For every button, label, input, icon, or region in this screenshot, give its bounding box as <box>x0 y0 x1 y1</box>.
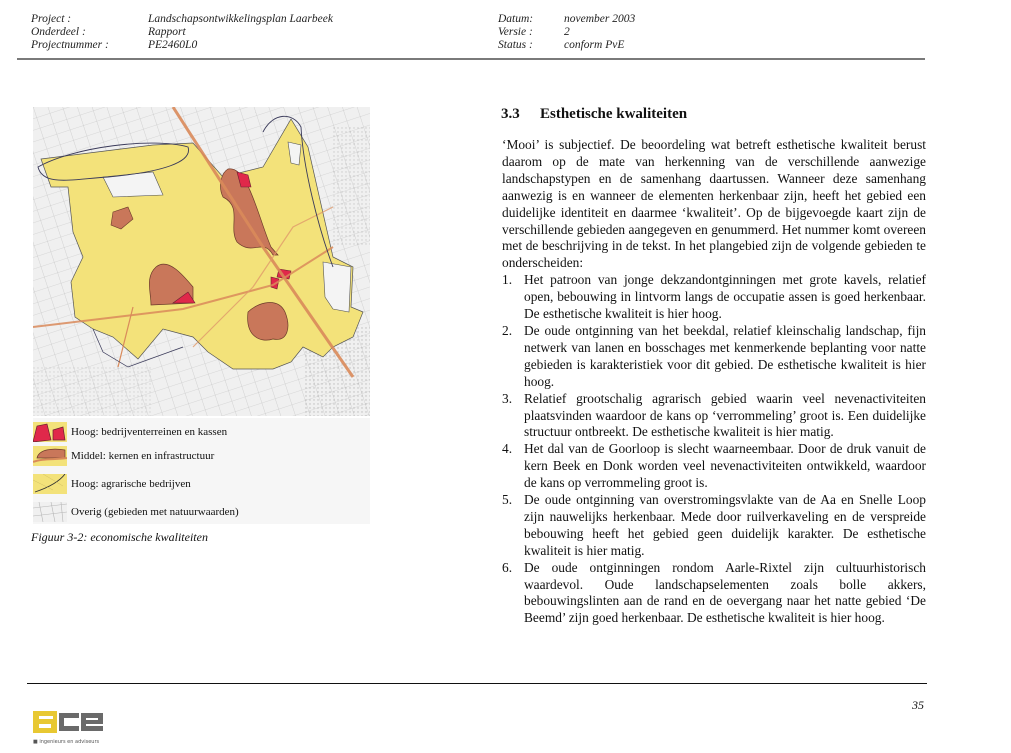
company-logo <box>33 711 105 745</box>
page-number: 35 <box>912 698 924 712</box>
list-item <box>502 323 926 391</box>
document-header-right <box>498 13 635 52</box>
header-label: Project : <box>31 13 72 25</box>
list-text: De oude ontginning van het beekdal, relatief kleinschalig landschap, fijn netwerk van lanen en bosschages met kenmerkende beplanting voor natte gebieden is karakteristiek voor dit gebied. De esthetische kwaliteit is hier hoog. <box>524 322 926 389</box>
section-heading <box>501 106 687 123</box>
legend-label: Hoog: agrarische bedrijven <box>71 478 191 490</box>
legend-swatch-agrarian <box>33 474 67 494</box>
list-text: Het patroon van jonge dekzandontginningen met grote kavels, relatief open, bebouwing in lintvorm langs de occupatie assen is goed herkenbaar. De esthetische kwaliteit is hier hoog. <box>524 272 926 322</box>
list-item <box>502 560 926 628</box>
header-value: conform PvE <box>564 39 625 51</box>
header-value: november 2003 <box>564 13 636 25</box>
legend-item <box>33 474 191 494</box>
header-value: PE2460L0 <box>148 39 198 51</box>
footer-divider <box>27 683 927 684</box>
list-text: De oude ontginning van overstromingsvlakte van de Aa en Snelle Loop zijn nauwelijks herkenbaar. Mede door ruilverkaveling en de verspreide bebouwing heeft het gebied geen duidelijk karakter. De esthetische kwaliteit is hier matig. <box>524 492 926 558</box>
list-text: Relatief grootschalig agrarisch gebied waarin veel nevenactiviteiten plaatsvinden waardoor de kans op ‘verrommeling’ groot is. Een duidelijke structuur ontbreekt. De esthetische kwaliteit is hier matig. <box>524 390 926 440</box>
document-header-left <box>31 13 333 52</box>
list-number: 1. <box>502 272 513 288</box>
list-number: 2. <box>502 322 513 338</box>
legend-item <box>33 446 214 466</box>
header-label: Onderdeel : <box>31 26 86 38</box>
legend-item <box>33 502 239 522</box>
ace-logo-icon <box>33 711 105 733</box>
section-body <box>502 137 926 627</box>
section-number: 3.3 <box>501 106 520 122</box>
header-divider <box>17 58 925 60</box>
section-title: Esthetische kwaliteiten <box>540 106 688 122</box>
legend-item <box>33 422 227 442</box>
list-item <box>502 272 926 323</box>
legend-label: Overig (gebieden met natuurwaarden) <box>71 506 239 518</box>
legend-label: Middel: kernen en infrastructuur <box>71 450 215 462</box>
list-number: 3. <box>502 390 513 406</box>
legend-swatch-other <box>33 502 67 522</box>
legend-swatch-core <box>33 446 67 466</box>
header-label: Datum: <box>498 13 534 25</box>
list-text: De oude ontginningen rondom Aarle-Rixtel zijn cultuurhistorisch waardevol. Oude landschapselementen zoals bolle akkers, bebouwingslinten aan de rand en de oevergang naar het natte gebied ‘De Beemd’ zijn goed herkenbaar. De esthetische kwaliteit is hier hoog. <box>524 559 926 626</box>
list-item <box>502 441 926 492</box>
header-value: Rapport <box>148 26 186 38</box>
urban-area <box>33 367 153 416</box>
urban-area <box>333 127 370 247</box>
logo-tagline: ■ ingenieurs en adviseurs <box>33 739 100 745</box>
figure-caption: Figuur 3-2: economische kwaliteiten <box>31 530 208 544</box>
header-value: 2 <box>564 26 570 38</box>
header-label: Projectnummer : <box>31 39 109 51</box>
list-number: 4. <box>502 441 513 457</box>
legend-swatch-industrial <box>33 422 67 442</box>
list-text: Het dal van de Goorloop is slecht waarneembaar. Door de druk vanuit de kern Beek en Donk worden veel nevenactiviteiten ontwikkeld, waardoor de kans op verrommeling groot is. <box>524 441 926 491</box>
list-item <box>502 391 926 442</box>
list-item <box>502 492 926 560</box>
intro-paragraph: ‘Mooi’ is subjectief. De beoordeling wat betreft esthetische kwaliteit berust daarom op de mate van herkenning van de verschillende aanwezige landschapstypen en de samenhang daartussen. Wanneer deze samenhang aanwezig is en wanneer de elementen herkenbaar zijn, heeft het gebied een duidelijke identiteit en daarmee ‘kwaliteit’. Op de bijgevoegde kaart zijn de verschillende gebieden aangegeven en genummerd. Het nummer komt overeen met de beschrijving in de tekst. In het plangebied zijn de volgende gebieden te onderscheiden: <box>502 137 926 271</box>
core-area <box>248 303 288 341</box>
legend-label: Hoog: bedrijventerreinen en kassen <box>71 426 228 438</box>
list-number: 6. <box>502 559 513 575</box>
map-legend <box>33 418 370 524</box>
map-figure <box>33 107 370 416</box>
header-label: Status : <box>498 39 533 51</box>
list-number: 5. <box>502 492 513 508</box>
header-value: Landschapsontwikkelingsplan Laarbeek <box>148 13 333 25</box>
header-label: Versie : <box>498 26 533 38</box>
area-list <box>502 272 926 627</box>
